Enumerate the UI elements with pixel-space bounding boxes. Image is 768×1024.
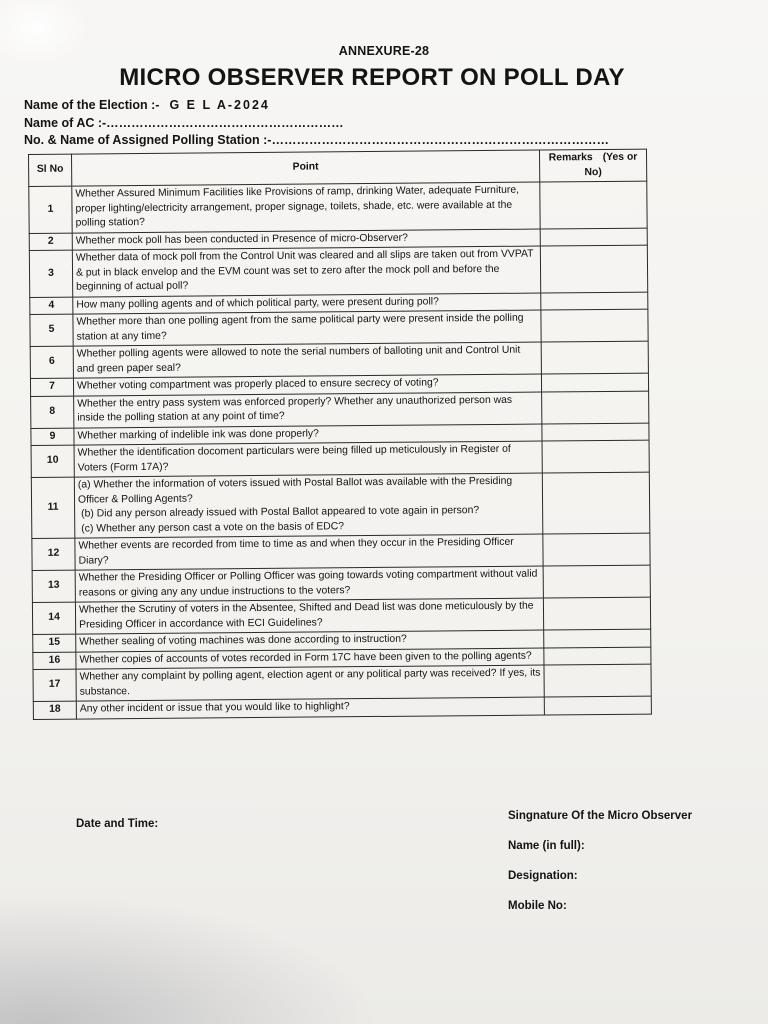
row-number: 1: [29, 186, 72, 233]
row-number: 8: [31, 396, 74, 428]
row-number: 12: [32, 538, 75, 570]
row-point: [74, 473, 543, 538]
row-number: 14: [32, 602, 75, 634]
remarks-cell[interactable]: [544, 629, 651, 647]
row-number: 15: [33, 634, 76, 652]
row-point: Any other incident or issue that you would like to highlight?: [76, 697, 544, 719]
remarks-cell[interactable]: [544, 664, 651, 697]
name-label: Name (in full):: [508, 840, 585, 852]
sl-no-header: Sl No: [29, 154, 72, 186]
election-label: Name of the Election :-: [24, 98, 160, 112]
row-point: Whether more than one polling agent from the same political party were present inside the polling station at any time?: [73, 310, 541, 346]
remarks-cell[interactable]: [540, 228, 647, 246]
row-number: 16: [33, 652, 76, 670]
row-number: 11: [31, 477, 75, 538]
point-header: Point: [72, 150, 540, 186]
row-point: Whether the identification docoment particulars were being filled up meticulously in Register of Voters (Form 17A)?: [74, 441, 542, 477]
remarks-cell[interactable]: [543, 565, 650, 598]
row-point: Whether polling agents were allowed to note the serial numbers of balloting unit and Control Unit and green paper seal?: [73, 342, 541, 378]
row-number: 17: [33, 669, 76, 701]
row-point: Whether copies of accounts of votes recorded in Form 17C have been given to the polling agents?: [76, 648, 544, 670]
row-number: 7: [30, 378, 73, 396]
table-row: [32, 597, 650, 634]
row-number: 10: [31, 445, 74, 477]
remarks-cell[interactable]: [541, 292, 648, 310]
row-point: Whether data of mock poll from the Control Unit was cleared and all slips are taken out from VVPAT & put in black envelop and the EVM count was set to zero after the mock poll and before the beginning of actual poll?: [72, 246, 540, 297]
row-point: Whether events are recorded from time to time as and when they occur in the Presiding Officer Diary?: [75, 534, 543, 570]
row-number: 3: [29, 250, 72, 297]
report-table: [28, 149, 652, 720]
remarks-cell[interactable]: [541, 373, 648, 391]
table-row: [31, 391, 649, 428]
remarks-cell[interactable]: [542, 472, 650, 534]
ac-name-line: Name of AC :-…………………………………………………: [24, 116, 344, 130]
polling-station-line: No. & Name of Assigned Polling Station :-………………………………………………………………………: [24, 133, 609, 147]
row-point: Whether mock poll has been conducted in Presence of micro-Observer?: [72, 229, 540, 251]
row-point: Whether any complaint by polling agent, election agent or any political party was received? If yes, its substance.: [76, 665, 544, 701]
table-header-row: [29, 149, 647, 186]
row-point-line: (b) Did any person already issued with Postal Ballot appeared to vote again in person?: [81, 505, 480, 520]
remarks-cell[interactable]: [541, 309, 648, 342]
remarks-cell[interactable]: [543, 533, 650, 566]
remarks-header-label: Remarks: [548, 152, 593, 164]
row-number: 4: [30, 297, 73, 315]
remarks-cell[interactable]: [543, 597, 650, 630]
row-number: 5: [30, 314, 73, 346]
table-row: [32, 565, 650, 602]
table-row: [29, 181, 647, 233]
remarks-cell[interactable]: [540, 181, 647, 228]
page-shadow: [0, 894, 380, 1024]
row-point-line: (c) Whether any person cast a vote on the basis of EDC?: [81, 520, 345, 535]
table-row: [30, 341, 648, 378]
row-point: Whether sealing of voting machines was done according to instruction?: [76, 630, 544, 652]
designation-label: Designation:: [508, 870, 578, 882]
signature-label: Singnature Of the Micro Observer: [508, 810, 693, 822]
remarks-cell[interactable]: [542, 423, 649, 441]
row-number: 18: [33, 701, 76, 719]
remarks-header-sub: (Yes or No): [584, 151, 638, 178]
table-row: [31, 472, 650, 538]
election-name-line: [24, 98, 270, 112]
date-time-label: Date and Time:: [76, 818, 159, 830]
remarks-cell[interactable]: [542, 391, 649, 424]
remarks-cell[interactable]: [544, 696, 651, 714]
row-number: 2: [29, 233, 72, 251]
row-point: Whether marking of indelible ink was done properly?: [74, 424, 542, 446]
row-point: Whether voting compartment was properly placed to ensure secrecy of voting?: [73, 374, 541, 396]
row-point-line: (a) Whether the information of voters issued with Postal Ballot was available with the Presiding Officer & Polling Agents?: [77, 475, 513, 506]
table-row: [31, 440, 649, 477]
remarks-cell[interactable]: [541, 341, 648, 374]
remarks-cell[interactable]: [542, 440, 649, 473]
table-row: [30, 309, 648, 346]
mobile-label: Mobile No:: [508, 900, 567, 912]
row-point: How many polling agents and of which political party, were present during poll?: [73, 293, 541, 315]
page-title: MICRO OBSERVER REPORT ON POLL DAY: [119, 64, 625, 91]
election-value: G E L A-2024: [169, 98, 270, 112]
row-number: 13: [32, 570, 75, 602]
remarks-cell[interactable]: [544, 647, 651, 665]
remarks-cell[interactable]: [540, 245, 647, 292]
remarks-header: [539, 149, 646, 182]
glare: [0, 0, 90, 70]
row-point: Whether Assured Minimum Facilities like Provisions of ramp, drinking Water, adequate Furniture, proper lighting/electricity arrangement, proper signage, toilets, shade, etc. were available at the polling station?: [72, 182, 540, 233]
row-number: 9: [31, 428, 74, 446]
row-point: Whether the Presiding Officer or Polling Officer was going towards voting compartment without valid reasons or giving any any undue instructions to the voters?: [75, 566, 543, 602]
row-point: Whether the entry pass system was enforced properly? Whether any unauthorized person was inside the polling station at any point of time?: [74, 392, 542, 428]
row-point: Whether the Scrutiny of voters in the Absentee, Shifted and Dead list was done meticulously by the Presiding Officer in accordance with ECI Guidelines?: [75, 598, 543, 634]
row-number: 6: [30, 346, 73, 378]
table-row: [29, 245, 647, 297]
table-row: [32, 533, 650, 570]
table-row: [33, 664, 651, 701]
annexure-label: ANNEXURE-28: [338, 44, 430, 58]
